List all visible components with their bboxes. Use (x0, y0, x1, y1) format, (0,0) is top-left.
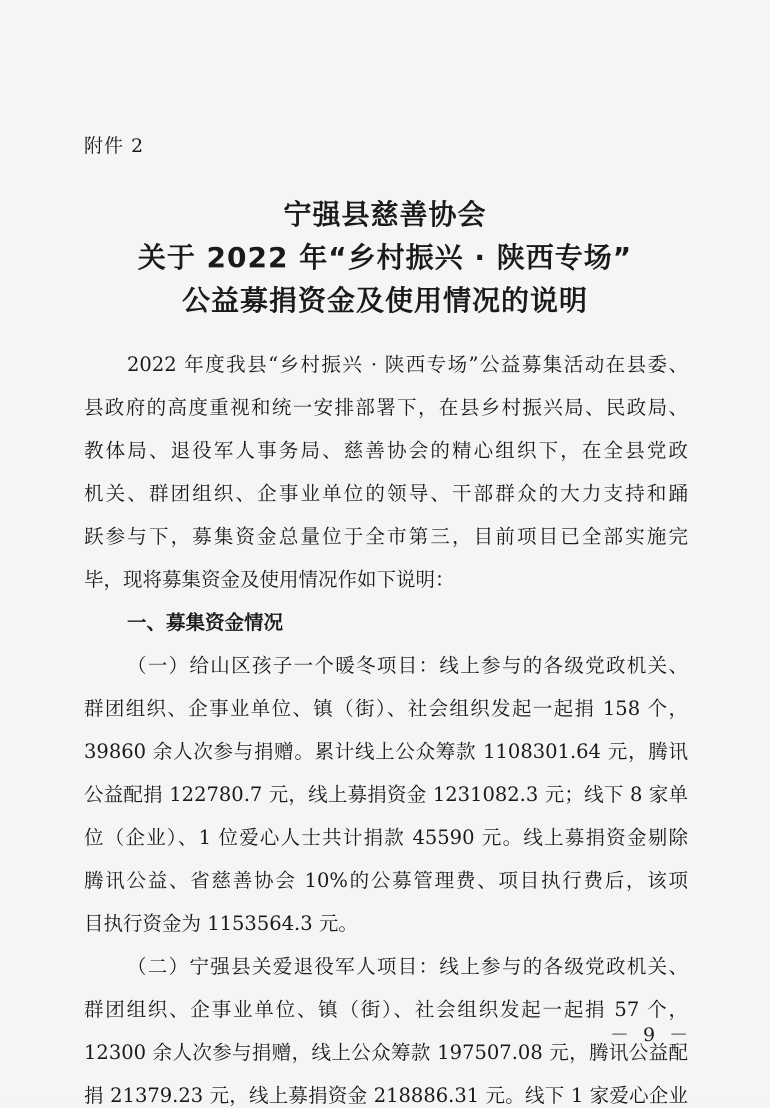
section-heading: 一、募集资金情况 (127, 611, 284, 634)
title-line-1: 宁强县慈善协会 (283, 198, 487, 231)
intro-line: 2022 年度我县“乡村振兴 · 陕西专场”公益募集活动在县委、 (127, 353, 688, 376)
item1-line: （一）给山区孩子一个暖冬项目：线上参与的各级党政机关、 (127, 654, 688, 677)
page-number: － 9 － (610, 1024, 693, 1046)
intro-line: 跃参与下，募集资金总量位于全市第三，目前项目已全部实施完 (84, 525, 688, 548)
item1-line: 腾讯公益、省慈善协会 10%的公募管理费、项目执行费后，该项 (84, 869, 688, 892)
item1-line: 39860 余人次参与捐赠。累计线上公众筹款 1108301.64 元，腾讯 (84, 740, 688, 763)
item2-line: 捐 21379.23 元，线上募捐资金 218886.31 元。线下 1 家爱心企业 (84, 1084, 688, 1107)
attachment-label: 附件 2 (84, 135, 145, 157)
item1-line: 位（企业）、1 位爱心人士共计捐款 45590 元。线上募捐资金剔除 (84, 826, 688, 849)
item1-line: 群团组织、企事业单位、镇（街）、社会组织发起一起捐 158 个， (84, 697, 688, 720)
intro-line: 机关、群团组织、企事业单位的领导、干部群众的大力支持和踊 (84, 482, 688, 505)
intro-line: 县政府的高度重视和统一安排部署下，在县乡村振兴局、民政局、 (84, 396, 688, 419)
intro-line: 教体局、退役军人事务局、慈善协会的精心组织下，在全县党政 (84, 439, 688, 462)
item2-line: 12300 余人次参与捐赠，线上公众筹款 197507.08 元，腾讯公益配 (84, 1041, 688, 1064)
item1-line: 公益配捐 122780.7 元，线上募捐资金 1231082.3 元；线下 8 家单 (84, 783, 688, 806)
item2-line: （二）宁强县关爱退役军人项目：线上参与的各级党政机关、 (127, 955, 688, 978)
title-line-3: 公益募捐资金及使用情况的说明 (181, 284, 588, 317)
item1-line: 目执行资金为 1153564.3 元。 (84, 912, 358, 935)
intro-line: 毕，现将募集资金及使用情况作如下说明： (84, 568, 455, 591)
title-line-2: 关于 2022 年“乡村振兴 · 陕西专场” (137, 241, 633, 274)
item2-line: 群团组织、企事业单位、镇（街）、社会组织发起一起捐 57 个， (84, 998, 688, 1021)
